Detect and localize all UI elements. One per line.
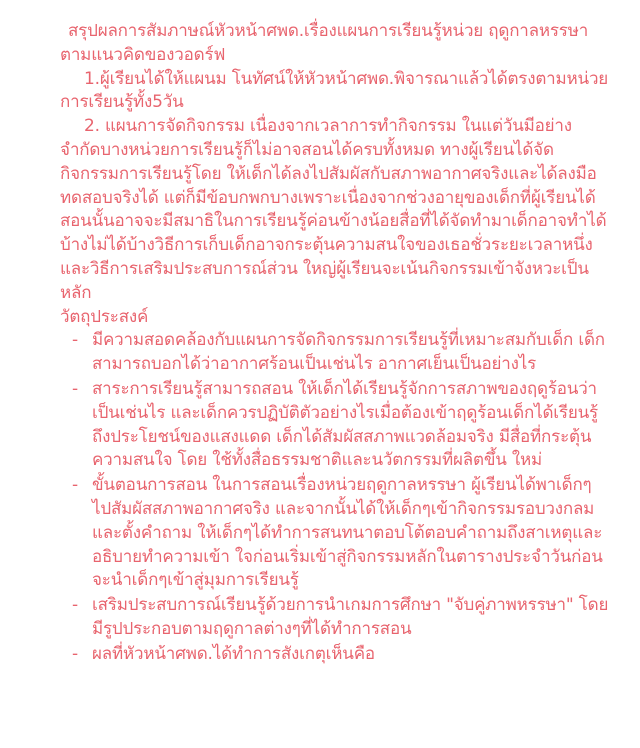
list-item — [60, 474, 610, 593]
bullet-dash-icon: - — [72, 595, 78, 616]
objectives-list — [60, 329, 610, 666]
list-item — [60, 594, 610, 642]
document-heading: สรุปผลการสัมภาษณ์หัวหน้าศพด.เรื่องแผนการเรียนรู้หน่วย ฤดูกาลหรรษา ตามแนวคิดของวอดร์ฟ — [60, 21, 589, 65]
bullet-text: ขั้นตอนการสอน ในการสอนเรื่องหน่วยฤดูกาลหรรษา ผู้เรียนได้พาเด็กๆไปสัมผัสสภาพอากาศจริง และจากนั้นได้ให้เด็กๆเข้ากิจกรรมรอบวงกลมและตั้งคำถาม ให้เด็กๆได้ทำการสนทนาตอบโต้ตอบคำถามถึงสาเหตุและอธิบายทำความเข้า ใจก่อนเริ่มเข้าสู่กิจกรรมหลักในตารางประจำวันก่อนจะนำเด็กๆเข้าสู่มุมการเรียนรู้ — [92, 475, 603, 591]
bullet-text: มีความสอดคล้องกับแผนการจัดกิจกรรมการเรียนรู้ที่เหมาะสมกับเด็ก เด็กสามารถบอกได้ว่าอากาศร้อนเป็นเช่นไร อากาศเย็นเป็นอย่างไร — [92, 330, 605, 375]
bullet-dash-icon: - — [72, 330, 78, 351]
list-item — [60, 643, 610, 667]
bullet-text: สาระการเรียนรู้สามารถสอน ให้เด็กได้เรียนรู้จักการสภาพของฤดูร้อนว่าเป็นเช่นไร และเด็กควรปฏิบัติตัวอย่างไรเมื่อต้องเข้าฤดูร้อนเด็กได้เรียนรู้ถึงประโยชน์ของแสงแดด เด็กได้สัมผัสสภาพแวดล้อมจริง มีสื่อที่กระตุ้นความสนใจ โดย ใช้ทั้งสื่อธรรมชาติและนวัตกรรมที่ผลิตขึ้น ใหม่ — [92, 378, 598, 471]
list-item — [60, 378, 610, 473]
bullet-text: ผลที่หัวหน้าศพด.ได้ทำการสังเกตุเห็นคือ — [92, 643, 375, 664]
bullet-dash-icon: - — [72, 643, 78, 664]
bullet-dash-icon: - — [72, 378, 78, 399]
point-2: 2. แผนการจัดกิจกรรม เนื่องจากเวลาการทำกิจกรรม ในแต่วันมีอย่างจำกัดบางหน่วยการเรียนรู้ก็ไม่อาจสอนได้ครบทั้งหมด ทางผู้เรียนได้จัดกิจกรรมการเรียนรู้โดย ให้เด็กได้ลงไปสัมผัสกับสภาพอากาศจริงและได้ลงมือทดสอบจริงได้ แต่ก็มีข้อบกพกบางเพราะเนื่องจากช่วงอายุของเด็กที่ผู้เรียนได้สอนนั้นอาจจะมีสมาธิในการเรียนรู้ค่อนข้างน้อยสื่อที่ได้จัดทำมาเด็กอาจทำได้บ้างไม่ได้บ้างวิธีการเก็บเด็กอาจกระตุ้นความสนใจของเธอชั่วระยะเวลาหนึ่ง และวิธีการเสริมประสบการณ์ส่วน ใหญ่ผู้เรียนจะเน้นกิจกรรมเข้าจังหวะเป็นหลัก — [60, 116, 607, 303]
objectives-heading: วัตถุประสงค์ — [60, 306, 149, 327]
list-item — [60, 329, 610, 377]
bullet-dash-icon: - — [72, 475, 78, 496]
point-1: 1.ผู้เรียนได้ให้แผนม โนทัศน์ให้หัวหน้าศพด.พิจารณาแล้วได้ตรงตามหน่วยการเรียนรู้ทั้ง5วัน — [60, 68, 609, 113]
bullet-text: เสริมประสบการณ์เรียนรู้ด้วยการนำเกมการศึกษา "จับคู่ภาพหรรษา" โดยมีรูปประกอบตามฤดูกาลต่างๆที่ได้ทำการสอน — [92, 595, 609, 639]
